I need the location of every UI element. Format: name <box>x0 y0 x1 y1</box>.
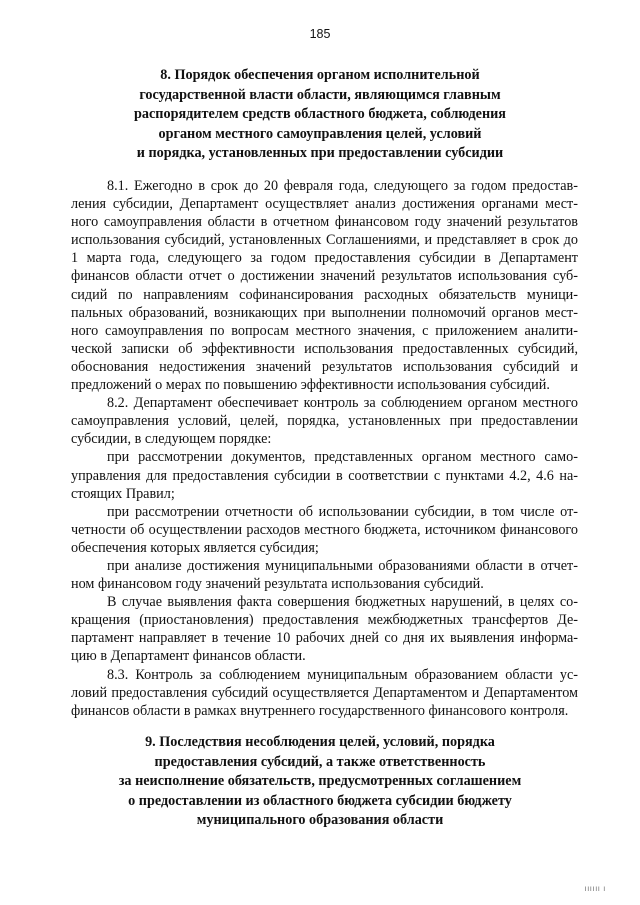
section-8-heading-line: и порядка, установленных при предоставлении субсидии <box>136 145 504 162</box>
paragraph-8-1: 8.1. Ежегодно в срок до 20 февраля года, следующего за годом предоставления субсидии, Департамент осуществляет анализ достижения органами местного самоуправления области в отчетном финансовом году значений результатов использования субсидий, установленных Соглашениями, и представляет в срок до 1 марта года, следующего за годом предоставления субсидии в Департамент финансов области отчет о достижении значений результатов использования субсидий по направлениям софинансирования расходных обязательств муниципальных образований, возникающих при выполнении полномочий органов местного самоуправления по вопросам местного значения, с приложением аналитической записки об эффективности использования предоставленных субсидий, обоснования недостижения значений результатов использования субсидий и предложений о мерах по повышению эффективности использования субсидий. <box>71 178 578 394</box>
section-9-heading-line: 9. Последствия несоблюдения целей, условий, порядка <box>145 734 495 750</box>
paragraph-8-2-violations: В случае выявления факта совершения бюджетных нарушений, в целях сокращения (приостановления) предоставления межбюджетных трансфертов Департамент направляет в течение 10 рабочих дней со дня их выявления информацию в Департамент финансов области. <box>71 594 578 665</box>
section-8-heading-line: 8. Порядок обеспечения органом исполнительной <box>160 67 480 83</box>
section-8-heading-line: распорядителем средств областного бюджета, соблюдения <box>134 106 506 123</box>
paragraph-8-2-item-analysis: при анализе достижения муниципальными образованиями области в отчетном финансовом году значений результата использования субсидий. <box>71 557 578 593</box>
section-8-heading-line: органом местного самоуправления целей, условий <box>158 125 482 142</box>
section-8-heading-line: государственной власти области, являющимся главным <box>139 86 501 103</box>
page-number: 185 <box>309 27 331 41</box>
paragraph-8-2: 8.2. Департамент обеспечивает контроль за соблюдением органом местного самоуправления условий, целей, порядка, установленных при предоставлении субсидии, в следующем порядке: <box>71 395 578 448</box>
paragraph-8-3: 8.3. Контроль за соблюдением муниципальным образованием области условий предоставления субсидий осуществляется Департаментом и Департаментом финансов области в рамках внутреннего государственного финансового контроля. <box>71 666 578 719</box>
section-9-heading-line: о предоставлении из областного бюджета субсидии бюджету <box>128 792 512 809</box>
section-8-heading <box>0 66 640 164</box>
section-9-heading <box>0 733 640 831</box>
scan-mark: IIIIII I <box>584 887 606 893</box>
paragraph-8-2-item-reporting: при рассмотрении отчетности об использовании субсидии, в том числе отчетности об осуществлении расходов местного бюджета, источником финансового обеспечения которых является субсидия; <box>71 503 578 556</box>
section-9-heading-line: за неисполнение обязательств, предусмотренных соглашением <box>118 773 522 790</box>
section-9-heading-line: муниципального образования области <box>196 812 444 829</box>
section-8-body <box>71 177 578 720</box>
paragraph-8-2-item-documents: при рассмотрении документов, представленных органом местного самоуправления для предоставления субсидии в соответствии с пунктами 4.2, 4.6 настоящих Правил; <box>71 449 578 502</box>
section-9-heading-line: предоставления субсидий, а также ответственность <box>154 753 486 770</box>
